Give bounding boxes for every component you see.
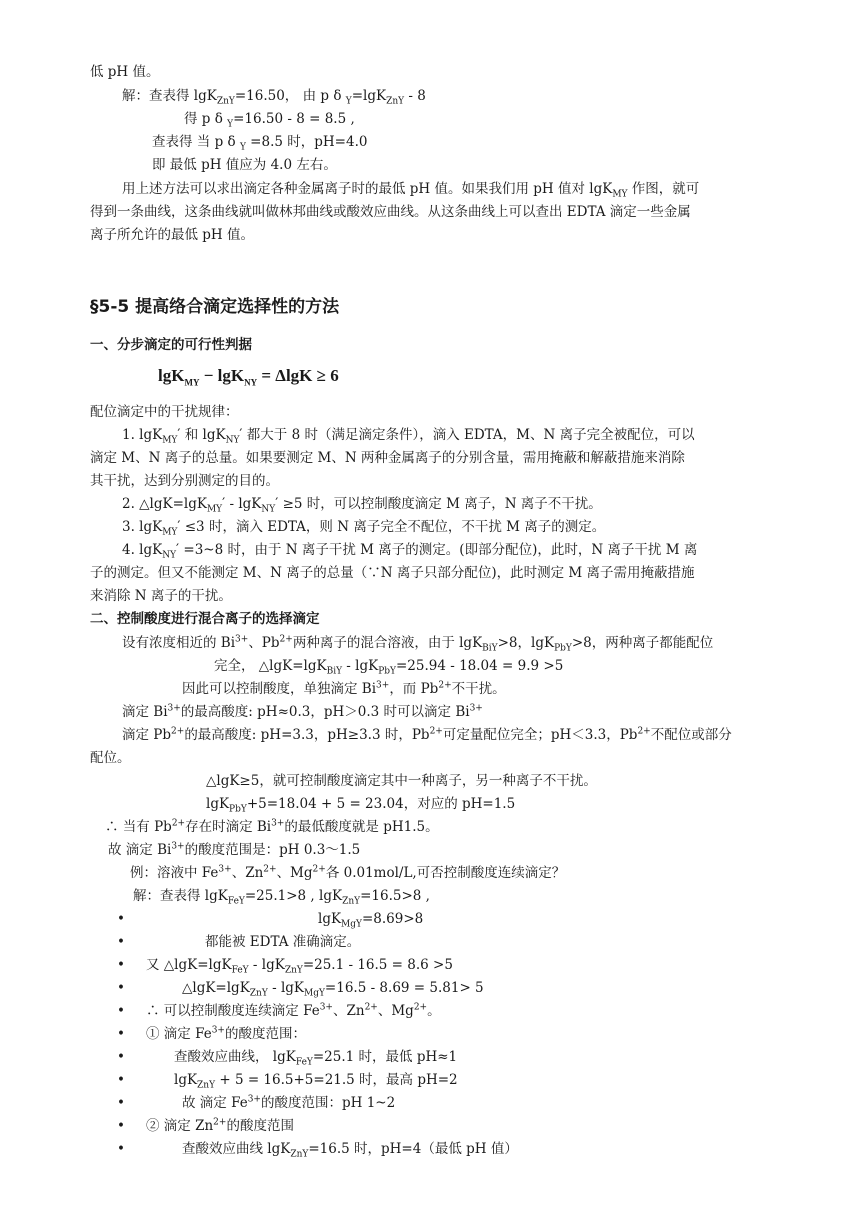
text-line: 1. lgK$_{MY}$′ 和 lgK$_{NY}$′ 都大于 8 时（满足滴定条件），滴入 EDTA，M、N 离子完全被配位，可以	[122, 427, 695, 446]
text-line: 得 p δ $_Y$=16.50 - 8 = 8.5 ,	[184, 111, 355, 130]
text-line: 4. lgK$_{NY}$′ =3~8 时，由于 N 离子干扰 M 离子的测定。(即部分配位)，此时，N 离子干扰 M 离	[122, 542, 698, 561]
bullet-marker: •	[117, 1003, 125, 1019]
text-line: 得到一条曲线，这条曲线就叫做林邦曲线或酸效应曲线。从这条曲线上可以查出 EDTA 滴定一些金属	[90, 204, 691, 220]
text-line: 查酸效应曲线， lgK$_{FeY}$=25.1 时，最低 pH≈1	[174, 1049, 458, 1068]
text-line: 滴定 $Bi^{3+}$的最高酸度: pH≈0.3，pH＞0.3 时可以滴定 $Bi^{3+}$	[122, 703, 483, 720]
text-line: △lgK=lgK$_{ZnY}$ - lgK$_{MgY}$=16.5 - 8.69 = 5.81> 5	[182, 980, 484, 999]
text-line: 又 △lgK=lgK$_{FeY}$ - lgK$_{ZnY}$=25.1 - 16.5 = 8.6 >5	[146, 957, 453, 976]
text-line: 因此可以控制酸度，单独滴定 $Bi^{3+}$，而 $Pb^{2+}$不干扰。	[182, 680, 506, 697]
text-line: lgK$_{ZnY}$ + 5 = 16.5+5=21.5 时，最高 pH=2	[174, 1072, 458, 1091]
bullet-marker: •	[117, 1026, 125, 1042]
text-line: 故 滴定 $Bi^{3+}$的酸度范围是：pH 0.3～1.5	[108, 841, 361, 858]
text-line: △lgK≥5，就可控制酸度滴定其中一种离子，另一种离子不干扰。	[206, 773, 597, 789]
text-line: 滴定 M、N 离子的总量。如果要测定 M、N 两种金属离子的分别含量，需用掩蔽和解蔽措施来消除	[90, 450, 685, 466]
text-line: 离子所允许的最低 pH 值。	[90, 227, 254, 243]
text-line: 来消除 N 离子的干扰。	[90, 588, 232, 604]
text-line: 解：查表得 lgK$_{ZnY}$=16.50， 由 p δ $_Y$=lgK$_{ZnY}$ - 8	[122, 88, 426, 107]
subsection-heading: 二、控制酸度进行混合离子的选择滴定	[90, 611, 320, 627]
text-line: 故 滴定 $Fe^{3+}$的酸度范围：pH 1~2	[182, 1094, 396, 1111]
text-line: 子的测定。但又不能测定 M、N 离子的总量（∵N 离子只部分配位)，此时测定 M 离子需用掩蔽措施	[90, 565, 695, 581]
section-heading: §5-5 提高络合滴定选择性的方法	[90, 297, 340, 317]
text-line: 例：溶液中 $Fe^{3+}$、$Zn^{2+}$、$Mg^{2+}$各 0.01mol/L,可否控制酸度连续滴定？	[130, 864, 566, 881]
bullet-marker: •	[117, 980, 125, 996]
text-line: 解：查表得 lgK$_{FeY}$=25.1>8 , lgK$_{ZnY}$=16.5>8 ,	[133, 888, 430, 907]
text-line: 滴定 $Pb^{2+}$的最高酸度: pH=3.3，pH≥3.3 时，$Pb^{2+}$可定量配位完全；pH＜3.3，$Pb^{2+}$不配位或部分	[122, 726, 732, 743]
text-line: 配位。	[90, 750, 131, 766]
text-line: ∴ 当有 $Pb^{2+}$存在时滴定 $Bi^{3+}$的最低酸度就是 pH1.5。	[105, 818, 439, 835]
text-line: 查表得 当 p δ $_Y$ =8.5 时，pH=4.0	[152, 134, 368, 153]
text-line: 即 最低 pH 值应为 4.0 左右。	[152, 157, 337, 173]
bullet-marker: •	[117, 1095, 125, 1111]
bullet-marker: •	[117, 1072, 125, 1088]
text-line: lgK$_{PbY}$+5=18.04 + 5 = 23.04，对应的 pH=1.5	[206, 796, 516, 815]
bullet-marker: •	[117, 934, 125, 950]
text-line: ① 滴定 $Fe^{3+}$的酸度范围：	[146, 1025, 306, 1042]
criterion-formula: lgK$_{MY}$ − lgK$_{NY}$ = ΔlgK ≥ 6	[158, 366, 339, 388]
text-line: 完全， △lgK=lgK$_{BiY}$ - lgK$_{PbY}$=25.94 - 18.04 = 9.9 >5	[214, 658, 564, 677]
text-line: 设有浓度相近的 $Bi^{3+}$、$Pb^{2+}$两种离子的混合溶液，由于 lgK$_{BiY}$>8，lgK$_{PbY}$>8，两种离子都能配位	[122, 634, 714, 654]
bullet-marker: •	[117, 1049, 125, 1065]
bullet-marker: •	[117, 957, 125, 973]
text-line: 查酸效应曲线 lgK$_{ZnY}$=16.5 时，pH=4（最低 pH 值）	[182, 1141, 518, 1160]
bullet-marker: •	[117, 1141, 125, 1157]
text-line: 3. lgK$_{MY}$′ ≤3 时，滴入 EDTA，则 N 离子完全不配位，不干扰 M 离子的测定。	[122, 519, 606, 538]
text-line: lgK$_{MgY}$=8.69>8	[318, 911, 424, 930]
bullet-marker: •	[117, 1118, 125, 1134]
text-line: 其干扰，达到分别测定的目的。	[90, 473, 279, 489]
text-line: 2. △lgK=lgK$_{MY}$′ - lgK$_{NY}$′ ≥5 时，可以控制酸度滴定 M 离子，N 离子不干扰。	[122, 496, 602, 515]
text-line: 配位滴定中的干扰规律：	[90, 404, 239, 420]
text-line: ② 滴定 $Zn^{2+}$的酸度范围	[146, 1117, 294, 1134]
text-line: 低 pH 值。	[90, 64, 160, 80]
text-line: 用上述方法可以求出滴定各种金属离子时的最低 pH 值。如果我们用 pH 值对 lgK$_{MY}$ 作图，就可	[122, 181, 700, 200]
subsection-heading: 一、分步滴定的可行性判据	[90, 337, 252, 353]
text-line: 都能被 EDTA 准确滴定。	[205, 934, 361, 950]
bullet-marker: •	[117, 911, 125, 927]
text-line: ∴ 可以控制酸度连续滴定 $Fe^{3+}$、$Zn^{2+}$、$Mg^{2+}$。	[146, 1002, 441, 1019]
